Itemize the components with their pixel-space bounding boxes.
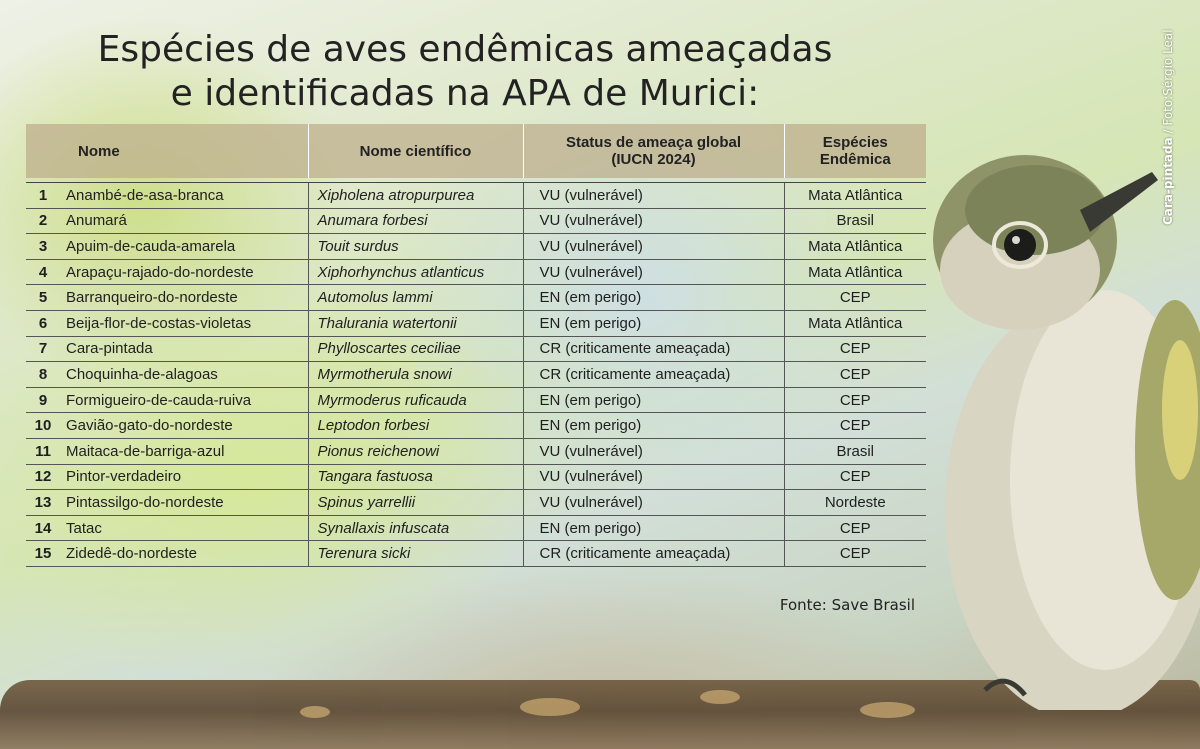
endemic-region: CEP	[784, 515, 926, 541]
scientific-name: Synallaxis infuscata	[308, 515, 523, 541]
row-number: 9	[26, 387, 60, 413]
table-row	[26, 413, 926, 439]
row-number: 10	[26, 413, 60, 439]
row-number: 6	[26, 310, 60, 336]
endemic-region: Mata Atlântica	[784, 259, 926, 285]
endemic-region: CEP	[784, 336, 926, 362]
photo-credit-author: Foto:Sérgio Leal	[1161, 29, 1175, 126]
table-row	[26, 234, 926, 260]
row-number: 1	[26, 183, 60, 209]
row-number: 14	[26, 515, 60, 541]
endemic-region: Brasil	[784, 208, 926, 234]
table-row	[26, 285, 926, 311]
header-name: Nome	[26, 124, 308, 178]
scientific-name: Phylloscartes ceciliae	[308, 336, 523, 362]
species-name: Maitaca-de-barriga-azul	[60, 438, 308, 464]
row-number: 11	[26, 438, 60, 464]
species-name: Pintor-verdadeiro	[60, 464, 308, 490]
table-row	[26, 515, 926, 541]
title-line-1: Espécies de aves endêmicas ameaçadas	[97, 29, 833, 70]
threat-status: VU (vulnerável)	[523, 438, 784, 464]
scientific-name: Xiphorhynchus atlanticus	[308, 259, 523, 285]
threat-status: EN (em perigo)	[523, 515, 784, 541]
title-line-2: e identificadas na APA de Murici:	[170, 73, 760, 114]
threat-status: VU (vulnerável)	[523, 183, 784, 209]
threat-status: CR (criticamente ameaçada)	[523, 336, 784, 362]
scientific-name: Myrmoderus ruficauda	[308, 387, 523, 413]
table-row	[26, 208, 926, 234]
scientific-name: Touit surdus	[308, 234, 523, 260]
table-row	[26, 310, 926, 336]
endemic-region: CEP	[784, 541, 926, 567]
scientific-name: Myrmotherula snowi	[308, 362, 523, 388]
row-number: 3	[26, 234, 60, 260]
scientific-name: Pionus reichenowi	[308, 438, 523, 464]
table-row	[26, 259, 926, 285]
endemic-region: CEP	[784, 464, 926, 490]
threat-status: VU (vulnerável)	[523, 464, 784, 490]
species-table	[26, 124, 926, 567]
scientific-name: Terenura sicki	[308, 541, 523, 567]
photo-credit-subject: Cara-pintada	[1161, 137, 1175, 225]
species-name: Tatac	[60, 515, 308, 541]
endemic-region: CEP	[784, 285, 926, 311]
scientific-name: Xipholena atropurpurea	[308, 183, 523, 209]
threat-status: EN (em perigo)	[523, 310, 784, 336]
scientific-name: Tangara fastuosa	[308, 464, 523, 490]
page-title	[0, 28, 930, 116]
threat-status: CR (criticamente ameaçada)	[523, 362, 784, 388]
table-row	[26, 183, 926, 209]
row-number: 12	[26, 464, 60, 490]
species-name: Apuim-de-cauda-amarela	[60, 234, 308, 260]
row-number: 13	[26, 490, 60, 516]
table-header-row	[26, 124, 926, 178]
scientific-name: Anumara forbesi	[308, 208, 523, 234]
table-row	[26, 438, 926, 464]
threat-status: EN (em perigo)	[523, 285, 784, 311]
table-row	[26, 336, 926, 362]
threat-status: VU (vulnerável)	[523, 259, 784, 285]
photo-credit-separator: /	[1161, 125, 1175, 138]
species-name: Choquinha-de-alagoas	[60, 362, 308, 388]
table-row	[26, 490, 926, 516]
table-row	[26, 464, 926, 490]
table-row	[26, 541, 926, 567]
species-name: Cara-pintada	[60, 336, 308, 362]
header-status-line-2: (IUCN 2024)	[611, 151, 696, 168]
species-name: Beija-flor-de-costas-violetas	[60, 310, 308, 336]
endemic-region: Brasil	[784, 438, 926, 464]
species-name: Anumará	[60, 208, 308, 234]
endemic-region: Mata Atlântica	[784, 183, 926, 209]
species-name: Formigueiro-de-cauda-ruiva	[60, 387, 308, 413]
endemic-region: Nordeste	[784, 490, 926, 516]
header-status-line-1: Status de ameaça global	[565, 134, 742, 151]
header-endemic	[784, 124, 926, 178]
species-name: Arapaçu-rajado-do-nordeste	[60, 259, 308, 285]
table-row	[26, 362, 926, 388]
endemic-region: CEP	[784, 413, 926, 439]
scientific-name: Leptodon forbesi	[308, 413, 523, 439]
row-number: 4	[26, 259, 60, 285]
species-table-container	[26, 124, 926, 567]
row-number: 15	[26, 541, 60, 567]
threat-status: VU (vulnerável)	[523, 208, 784, 234]
species-name: Pintassilgo-do-nordeste	[60, 490, 308, 516]
threat-status: VU (vulnerável)	[523, 490, 784, 516]
scientific-name: Thalurania watertonii	[308, 310, 523, 336]
threat-status: EN (em perigo)	[523, 413, 784, 439]
endemic-region: Mata Atlântica	[784, 234, 926, 260]
header-endemic-line-2: Endêmica	[819, 151, 891, 168]
row-number: 2	[26, 208, 60, 234]
threat-status: VU (vulnerável)	[523, 234, 784, 260]
endemic-region: CEP	[784, 362, 926, 388]
header-scientific: Nome científico	[308, 124, 523, 178]
table-row	[26, 387, 926, 413]
row-number: 5	[26, 285, 60, 311]
species-name: Zidedê-do-nordeste	[60, 541, 308, 567]
table-body	[26, 183, 926, 567]
scientific-name: Automolus lammi	[308, 285, 523, 311]
header-status	[523, 124, 784, 178]
header-endemic-line-1: Espécies	[822, 134, 888, 151]
endemic-region: Mata Atlântica	[784, 310, 926, 336]
source-note: Fonte: Save Brasil	[779, 596, 915, 614]
species-name: Gavião-gato-do-nordeste	[60, 413, 308, 439]
species-name: Anambé-de-asa-branca	[60, 183, 308, 209]
threat-status: CR (criticamente ameaçada)	[523, 541, 784, 567]
endemic-region: CEP	[784, 387, 926, 413]
threat-status: EN (em perigo)	[523, 387, 784, 413]
bird-photo	[930, 150, 1200, 710]
scientific-name: Spinus yarrellii	[308, 490, 523, 516]
species-name: Barranqueiro-do-nordeste	[60, 285, 308, 311]
row-number: 8	[26, 362, 60, 388]
row-number: 7	[26, 336, 60, 362]
